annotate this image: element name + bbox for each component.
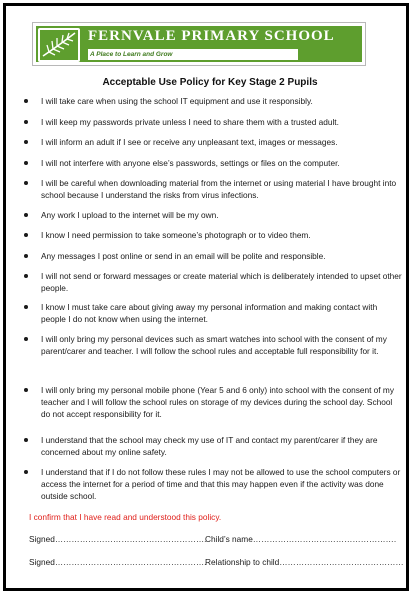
rule-text: I will keep my passwords private unless I need to share them with a trusted adult. (41, 117, 339, 127)
relationship-field[interactable]: Relationship to child……………………………………… (205, 557, 404, 567)
bullet-icon (24, 438, 28, 442)
bullet-icon (24, 388, 28, 392)
bullet-icon (24, 337, 28, 341)
bullet-icon (24, 233, 28, 237)
bullet-icon (24, 213, 28, 217)
rule-text: I will not send or forward messages or create material which is deliberately intended to upset other people. (41, 271, 402, 293)
rule-text: I will only bring my personal devices such as smart watches into school with the consent of my parent/carer and teacher. I will follow the school rules and acceptable full responsibility for it. (41, 334, 387, 356)
school-motto: A Place to Learn and Grow (88, 49, 298, 60)
rule-text: Any work I upload to the internet will be my own. (41, 210, 219, 220)
bullet-icon (24, 161, 28, 165)
bullet-icon (24, 305, 28, 309)
bullet-icon (24, 140, 28, 144)
rule-text: I know I must take care about giving away my personal information and making contact with people I do not know when using the internet. (41, 302, 378, 324)
rule-text: I will not interfere with anyone else’s passwords, settings or files on the computer. (41, 158, 340, 168)
document-title: Acceptable Use Policy for Key Stage 2 Pupils (102, 77, 318, 88)
rule-text: Any messages I post online or send in an email will be polite and responsible. (41, 251, 326, 261)
bullet-icon (24, 120, 28, 124)
bullet-icon (24, 470, 28, 474)
bullet-icon (24, 99, 28, 103)
rule-text: I will take care when using the school IT equipment and use it responsibly. (41, 96, 313, 106)
rule-text: I know I need permission to take someone’s photograph or to video them. (41, 230, 311, 240)
signed-field-2[interactable]: Signed………………………………………………. (29, 557, 207, 567)
rule-text: I understand that if I do not follow these rules I may not be allowed to use the school computers or access the internet for a period of time and that this may happen even if the activity was done outside school. (41, 467, 401, 501)
child-name-field[interactable]: Child’s name……………………………………………. (205, 534, 397, 544)
bullet-icon (24, 274, 28, 278)
signed-field[interactable]: Signed………………………………………………. (29, 534, 207, 544)
rule-text: I will inform an adult if I see or receive any unpleasant text, images or messages. (41, 137, 338, 147)
bullet-icon (24, 181, 28, 185)
school-name: FERNVALE PRIMARY SCHOOL (88, 28, 335, 44)
confirmation-statement: I confirm that I have read and understood this policy. (29, 512, 222, 522)
rule-text: I understand that the school may check my use of IT and contact my parent/carer if they are concerned about my online safety. (41, 435, 378, 457)
bullet-icon (24, 254, 28, 258)
rule-text: I will be careful when downloading material from the internet or using material I have brought into school because I understand the risks from virus infections. (41, 178, 397, 200)
rule-text: I will only bring my personal mobile phone (Year 5 and 6 only) into school with the consent of my teacher and I will follow the school rules on storage of my devices during the school day. School do not accept responsibility for it. (41, 385, 394, 419)
